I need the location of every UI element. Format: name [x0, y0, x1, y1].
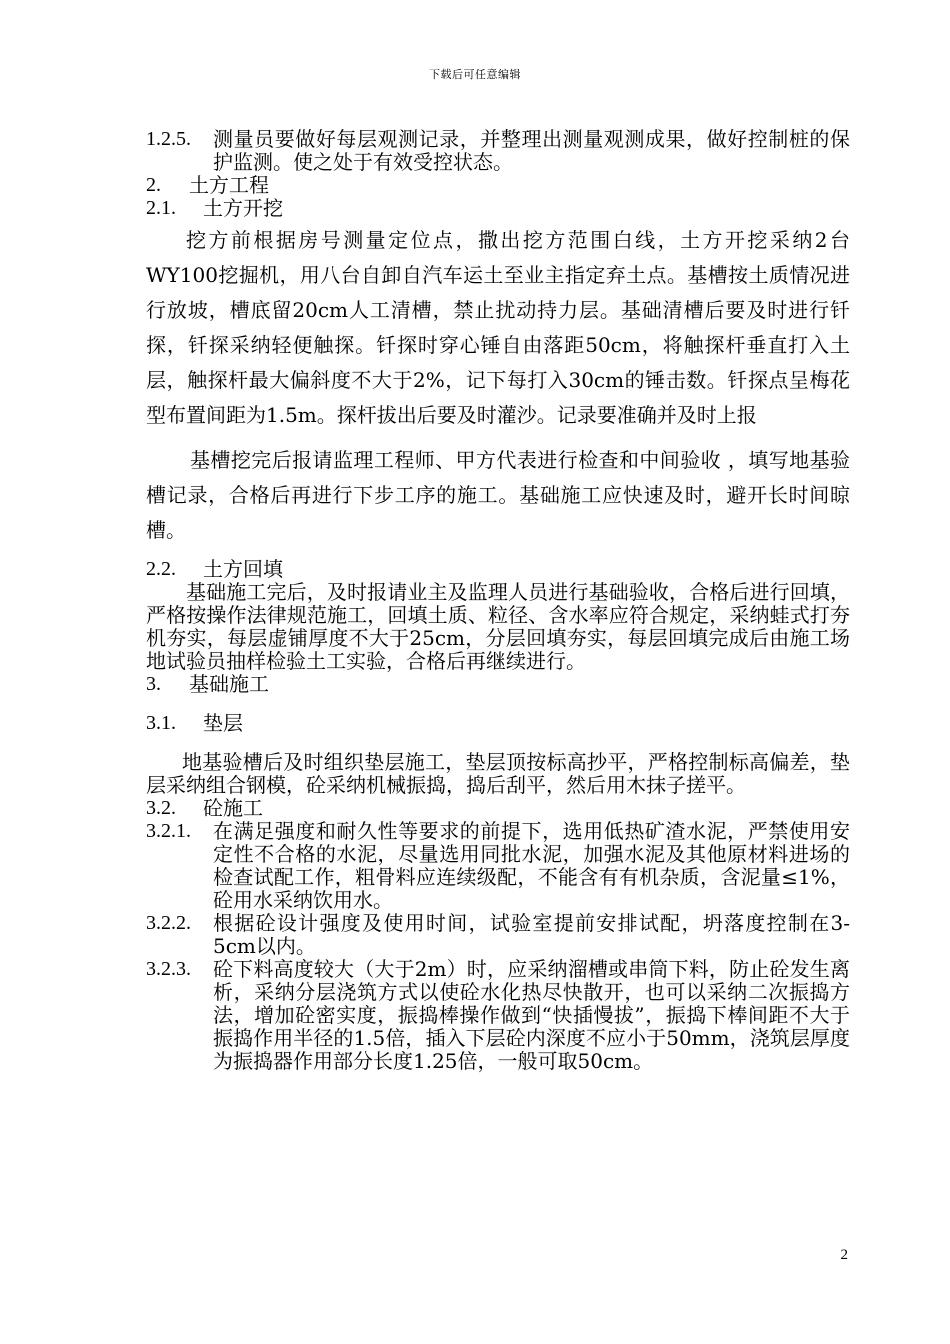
section-1-2-5 [146, 128, 850, 174]
paragraph-backfill: 基础施工完后，及时报请业主及监理人员进行基础验收，合格后进行回填，严格按操作法律规范施工，回填土质、粒径、含水率应符合规定，采纳蛙式打夯机夯实，每层虚铺厚度不大于25cm，分层回填夯实，每层回填完成后由施工场地试验员抽样检验土工实验，合格后再继续进行。 [146, 580, 850, 673]
paragraph-inspection: 基槽挖完后报请监理工程师、甲方代表进行检查和中间验收 ，填写地基验槽记录，合格后再进行下步工序的施工。基础施工应快速及时，避开长时间晾槽。 [146, 448, 850, 542]
page-number: 2 [840, 1247, 848, 1263]
document-body [146, 128, 850, 1073]
heading-text: 基础施工 [189, 672, 269, 696]
section-3-2-2 [146, 912, 850, 958]
heading-text: 土方工程 [189, 173, 269, 197]
heading-2-1 [146, 197, 850, 220]
heading-text: 砼施工 [203, 796, 263, 820]
section-text: 砼下料高度较大（大于2m）时，应采纳溜槽或串筒下料，防止砼发生离析，采纳分层浇筑方式以使砼水化热尽快散开，也可以采纳二次振捣方法，增加砼密实度，振捣棒操作做到“快插慢拔”，振捣下棒间距不大于振捣作用半径的1.5倍，插入下层砼内深度不应小于50mm，浇筑层厚度为振捣器作用部分长度1.25倍，一般可取50cm。 [213, 957, 850, 1073]
section-text: 测量员要做好每层观测记录，并整理出测量观测成果，做好控制桩的保护监测。使之处于有效受控状态。 [213, 127, 850, 174]
heading-text: 土方开挖 [203, 196, 283, 220]
section-3-2-1 [146, 820, 850, 912]
heading-2-2 [146, 558, 850, 581]
section-number: 3.2.2. [146, 912, 191, 934]
heading-number: 2. [146, 174, 161, 196]
section-number: 1.2.5. [146, 128, 191, 150]
section-text: 根据砼设计强度及使用时间，试验室提前安排试配，坍落度控制在3-5cm以内。 [213, 911, 850, 958]
heading-number: 3. [146, 673, 161, 695]
heading-number: 2.2. [146, 558, 176, 580]
heading-3 [146, 673, 850, 696]
section-text: 在满足强度和耐久性等要求的前提下，选用低热矿渣水泥，严禁使用安定性不合格的水泥，尽量选用同批水泥，加强水泥及其他原材料进场的检查试配工作，粗骨料应连续级配，不能含有有机杂质，含泥量≤1%，砼用水采纳饮用水。 [213, 819, 850, 912]
section-number: 3.2.1. [146, 820, 191, 842]
heading-text: 垫层 [203, 711, 243, 735]
heading-2 [146, 174, 850, 197]
heading-text: 土方回填 [203, 557, 283, 581]
paragraph-cushion: 地基验槽后及时组织垫层施工，垫层顶按标高抄平，严格控制标高偏差，垫层采纳组合钢模，砼采纳机械振捣，捣后刮平，然后用木抹子搓平。 [146, 750, 850, 797]
heading-3-2 [146, 797, 850, 820]
section-3-2-3 [146, 958, 850, 1073]
page-header: 下载后可任意编辑 [429, 68, 521, 81]
heading-number: 2.1. [146, 197, 176, 219]
heading-number: 3.1. [146, 712, 176, 734]
section-number: 3.2.3. [146, 958, 191, 980]
heading-number: 3.2. [146, 797, 176, 819]
paragraph-excavation: 挖方前根据房号测量定位点，撒出挖方范围白线，土方开挖采纳2台WY100挖掘机，用八台自卸自汽车运土至业主指定弃土点。基槽按土质情况进行放坡，槽底留20cm人工清槽，禁止扰动持力层。基础清槽后要及时进行钎探，钎探采纳轻便触探。钎探时穿心锤自由落距50cm，将触探杆垂直打入土层，触探杆最大偏斜度不大于2%，记下每打入30cm的锤击数。钎探点呈梅花型布置间距为1.5m。探杆拔出后要及时灌沙。记录要准确并及时上报 [146, 228, 850, 427]
heading-3-1 [146, 712, 850, 735]
